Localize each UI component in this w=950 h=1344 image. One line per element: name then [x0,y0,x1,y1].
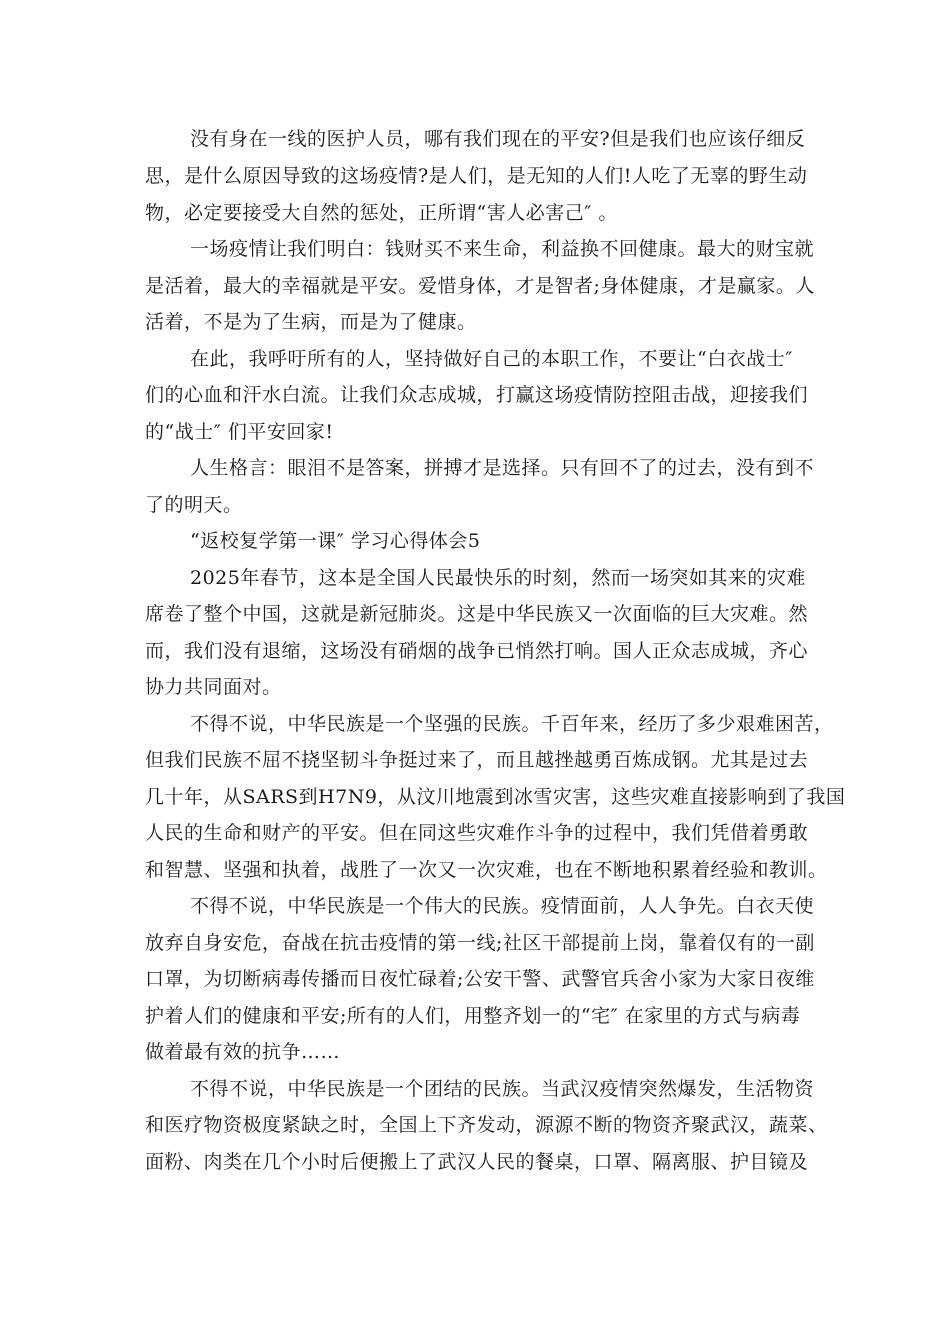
text-line: 人民的生命和财产的平安。但在同这些灾难作斗争的过程中，我们凭借着勇敢 [145,822,809,844]
text-line: 活着，不是为了生病，而是为了健康。 [145,311,477,333]
text-line: 和医疗物资极度紧缺之时，全国上下齐发动，源源不断的物资齐聚武汉，蔬菜、 [145,1114,828,1136]
text-line: 在此，我呼吁所有的人，坚持做好自己的本职工作，不要让“白衣战士″ [190,348,793,370]
text-line: 2025年春节，这本是全国人民最快乐的时刻，然而一场突如其来的灾难 [190,567,806,589]
text-line: 护着人们的健康和平安;所有的人们，用整齐划一的“宅″ 在家里的方式与病毒 [145,1005,801,1027]
text-line: 而，我们没有退缩，这场没有硝烟的战争已悄然打响。国人正众志成城，齐心 [145,640,809,662]
text-line: 物，必定要接受大自然的惩处，正所谓“害人必害己″ 。 [145,202,618,224]
text-line: 席卷了整个中国，这就是新冠肺炎。这是中华民族又一次面临的巨大灾难。然 [145,603,809,625]
section-heading: “返校复学第一课″ 学习心得体会5 [190,530,481,552]
text-line: 没有身在一线的医护人员，哪有我们现在的平安?但是我们也应该仔细反 [190,128,806,150]
text-line: 但我们民族不屈不挠坚韧斗争挺过来了，而且越挫越勇百炼成钢。尤其是过去 [145,749,809,771]
text-line: 做着最有效的抗争…… [145,1041,341,1063]
text-line: 人生格言：眼泪不是答案，拼搏才是选择。只有回不了的过去，没有到不 [190,457,815,479]
text-line: 面粉、肉类在几个小时后便搬上了武汉人民的餐桌，口罩、隔离服、护目镜及 [145,1151,809,1173]
text-line: 协力共同面对。 [145,676,282,698]
text-line: 了的明天。 [145,494,243,516]
text-line: 不得不说，中华民族是一个团结的民族。当武汉疫情突然爆发，生活物资 [190,1078,815,1100]
text-line: 不得不说，中华民族是一个坚强的民族。千百年来，经历了多少艰难困苦， [190,713,834,735]
text-line: 不得不说，中华民族是一个伟大的民族。疫情面前，人人争先。白衣天使 [190,895,815,917]
text-line: 一场疫情让我们明白：钱财买不来生命，利益换不回健康。最大的财宝就 [190,238,815,260]
text-line: 和智慧、坚强和执着，战胜了一次又一次灾难，也在不断地积累着经验和教训。 [145,859,828,881]
text-line: 们的心血和汗水白流。让我们众志成城，打赢这场疫情防控阻击战，迎接我们 [145,384,809,406]
text-line: 放弃自身安危，奋战在抗击疫情的第一线;社区干部提前上岗，靠着仅有的一副 [145,932,815,954]
text-line: 几十年，从SARS到H7N9，从汶川地震到冰雪灾害，这些灾难直接影响到了我国 [145,786,846,808]
text-line: 的“战士″ 们平安回家! [145,421,334,443]
text-line: 口罩，为切断病毒传播而日夜忙碌着;公安干警、武警官兵舍小家为大家日夜维 [145,968,815,990]
text-line: 是活着，最大的幸福就是平安。爱惜身体，才是智者;身体健康，才是赢家。人 [145,275,815,297]
text-line: 思，是什么原因导致的这场疫情?是人们，是无知的人们!人吃了无辜的野生动 [145,165,808,187]
